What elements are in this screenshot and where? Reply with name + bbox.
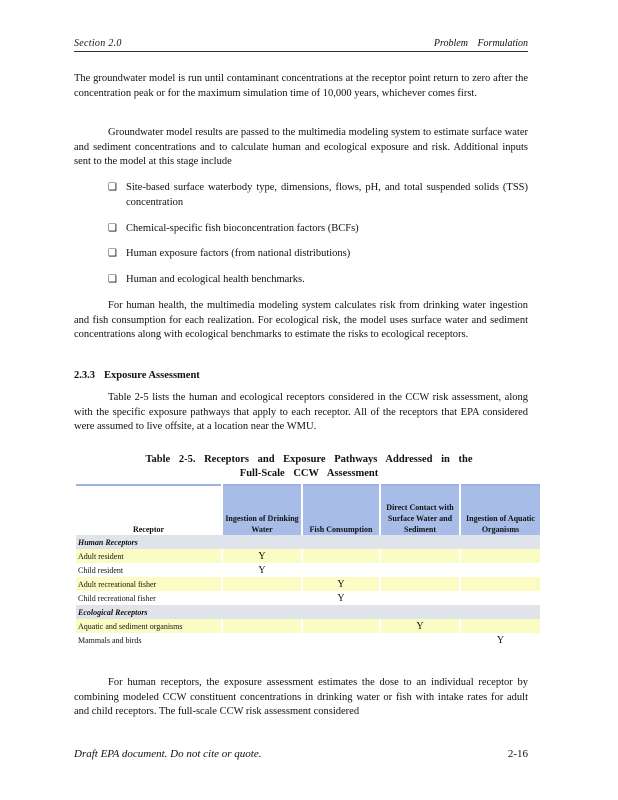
- paragraph-model-results: Groundwater model results are passed to the multimedia modeling system to estimate surface water and sediment concentrations and to calculate human and ecological exposure and risk. Additional inputs sent to the model at this stage include: [74, 127, 528, 167]
- bullet-text: Chemical-specific fish bioconcentration factors (BCFs): [126, 223, 359, 234]
- cell-mark: Y: [223, 563, 301, 577]
- table-row: [76, 619, 540, 633]
- page-footer: [74, 748, 528, 760]
- group-label: Ecological Receptors: [76, 605, 540, 619]
- cell-mark: [461, 577, 540, 591]
- cell-mark: [461, 591, 540, 605]
- page-header: [74, 38, 528, 52]
- section-title: Exposure Assessment: [104, 370, 200, 381]
- table-row: [76, 563, 540, 577]
- receptors-table: [74, 484, 542, 647]
- row-label: Aquatic and sediment organisms: [76, 619, 221, 633]
- cell-mark: [223, 591, 301, 605]
- bullet-text: Site-based surface waterbody type, dimensions, flows, pH, and total suspended solids (TSS) concentration: [126, 182, 528, 208]
- cell-mark: [381, 577, 459, 591]
- bullet-icon: ❑: [108, 248, 117, 259]
- row-label: Adult recreational fisher: [76, 577, 221, 591]
- cell-mark: [303, 633, 379, 647]
- paragraph-groundwater-model: The groundwater model is run until contaminant concentrations at the receptor point return to zero after the concentration peak or for the maximum simulation time of 10,000 years, whichever comes first.: [74, 73, 528, 99]
- cell-mark: Y: [223, 549, 301, 563]
- bullet-text: Human exposure factors (from national distributions): [126, 248, 351, 259]
- bullet-icon: ❑: [108, 274, 117, 285]
- table-caption-line: Table 2-5. Receptors and Exposure Pathways Addressed in the: [145, 454, 473, 465]
- cell-mark: Y: [381, 619, 459, 633]
- column-header: Receptor: [76, 486, 221, 535]
- cell-mark: [461, 563, 540, 577]
- cell-mark: [303, 563, 379, 577]
- cell-mark: [303, 619, 379, 633]
- table-row: [76, 549, 540, 563]
- table-row: [76, 591, 540, 605]
- header-section: Section 2.0: [74, 38, 122, 49]
- section-heading: [74, 370, 200, 381]
- footer-note: Draft EPA document. Do not cite or quote.: [74, 748, 262, 760]
- table-caption-line: Full-Scale CCW Assessment: [239, 468, 379, 479]
- cell-mark: [381, 549, 459, 563]
- bullet-text: Human and ecological health benchmarks.: [126, 274, 305, 285]
- row-label: Child resident: [76, 563, 221, 577]
- header-rule: [74, 51, 528, 52]
- cell-mark: [461, 619, 540, 633]
- cell-mark: [223, 633, 301, 647]
- table-caption: [0, 453, 618, 481]
- cell-mark: [461, 549, 540, 563]
- row-label: Mammals and birds: [76, 633, 221, 647]
- cell-mark: Y: [303, 591, 379, 605]
- paragraph-exposure-dose: For human receptors, the exposure assessment estimates the dose to an individual receptor by combining modeled CCW constituent concentrations in drinking water or fish with intake rates for adult and child receptors. The full-scale CCW risk assessment considered: [74, 677, 528, 717]
- column-header: Fish Consumption: [303, 486, 379, 535]
- table-group-row: [76, 535, 540, 549]
- column-header: Direct Contact with Surface Water and Sediment: [381, 486, 459, 535]
- cell-mark: [223, 619, 301, 633]
- cell-mark: [223, 577, 301, 591]
- header-title: Problem Formulation: [433, 38, 528, 49]
- row-label: Adult resident: [76, 549, 221, 563]
- page-number: 2-16: [507, 748, 528, 760]
- row-label: Child recreational fisher: [76, 591, 221, 605]
- cell-mark: [381, 633, 459, 647]
- column-header: Ingestion of Aquatic Organisms: [461, 486, 540, 535]
- group-label: Human Receptors: [76, 535, 540, 549]
- cell-mark: Y: [303, 577, 379, 591]
- table-header-row: [76, 486, 540, 535]
- bullet-icon: ❑: [108, 223, 117, 234]
- paragraph-table-intro: Table 2-5 lists the human and ecological receptors considered in the CCW risk assessment, along with the specific exposure pathways that apply to each receptor. All of the receptors that EPA considered were assumed to live offsite, at a location near the WMU.: [74, 392, 528, 432]
- cell-mark: [303, 549, 379, 563]
- table-group-row: [76, 605, 540, 619]
- cell-mark: [381, 591, 459, 605]
- cell-mark: Y: [461, 633, 540, 647]
- paragraph-human-health: For human health, the multimedia modeling system calculates risk from drinking water ingestion and fish consumption for each realization. For ecological risk, the model uses surface water and sediment concentrations along with ecological benchmarks to estimate the risks to ecological receptors.: [74, 300, 528, 340]
- table-row: [76, 633, 540, 647]
- section-number: 2.3.3: [74, 370, 95, 381]
- table-row: [76, 577, 540, 591]
- column-header: Ingestion of Drinking Water: [223, 486, 301, 535]
- cell-mark: [381, 563, 459, 577]
- bullet-icon: ❑: [108, 182, 117, 193]
